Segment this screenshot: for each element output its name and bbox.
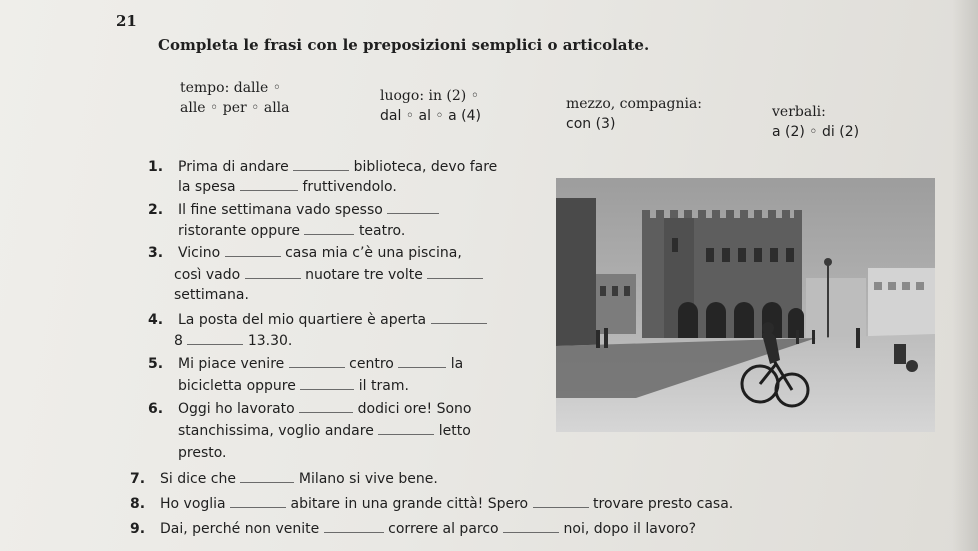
item-text: Milano si vive bene. [298, 471, 438, 487]
item-number: 9. [130, 521, 146, 537]
item-number: 8. [130, 496, 146, 512]
item-number: 3. [148, 245, 164, 261]
item-number: 2. [148, 202, 164, 218]
answer-blank[interactable] [289, 353, 345, 368]
answer-blank[interactable] [304, 220, 354, 235]
item-text: Si dice che [160, 471, 236, 487]
item-number: 6. [148, 401, 164, 417]
item-text: abitare in una grande città! Spero [290, 496, 529, 512]
item-2-line-2 [178, 220, 405, 242]
photo-piazza-cyclist [556, 178, 935, 432]
item-text: 13.30. [247, 333, 293, 349]
page-fold-shadow [952, 0, 978, 551]
item-6-line-3 [178, 443, 227, 464]
category-verbali [772, 102, 859, 142]
answer-blank[interactable] [245, 264, 301, 279]
item-text: settimana. [174, 287, 249, 303]
item-text: biblioteca, devo fare [353, 159, 498, 175]
item-text: fruttivendolo. [302, 179, 397, 195]
item-4-line-1 [148, 309, 487, 331]
answer-blank[interactable] [300, 375, 354, 390]
item-7 [130, 468, 438, 490]
item-text: noi, dopo il lavoro? [563, 521, 697, 537]
item-number: 4. [148, 312, 164, 328]
category-verbali-head: verbali: [772, 104, 826, 120]
item-text: Il fine settimana vado spesso [178, 202, 383, 218]
answer-blank[interactable] [431, 309, 487, 324]
answer-blank[interactable] [187, 330, 243, 345]
category-tempo-head: tempo: dalle ◦ [180, 80, 282, 96]
answer-blank[interactable] [230, 493, 286, 508]
item-text: centro [349, 356, 394, 372]
item-5-line-1 [148, 353, 463, 375]
item-text: il tram. [358, 378, 409, 394]
answer-blank[interactable] [533, 493, 589, 508]
photo-illustration [556, 178, 935, 432]
category-mezzo-head: mezzo, compagnia: [566, 96, 703, 112]
answer-blank[interactable] [299, 398, 353, 413]
item-text: trovare presto casa. [593, 496, 734, 512]
exercise-number: 21 [116, 12, 137, 30]
category-luogo-head: luogo: in (2) ◦ [380, 88, 479, 104]
item-text: ristorante oppure [178, 223, 301, 239]
exercise-title: Completa le frasi con le preposizioni semplici o articolate. [158, 36, 650, 54]
item-3-line-2 [174, 264, 483, 286]
item-1-line-1 [148, 156, 497, 178]
answer-blank[interactable] [398, 353, 446, 368]
answer-blank[interactable] [240, 176, 298, 191]
item-text: Vicino [178, 245, 221, 261]
item-text: Oggi ho lavorato [178, 401, 295, 417]
category-mezzo [566, 94, 702, 134]
category-tempo [180, 78, 290, 118]
item-text: nuotare tre volte [305, 267, 423, 283]
item-6-line-2 [178, 420, 471, 442]
category-luogo-list: dal ◦ al ◦ a (4) [380, 108, 482, 124]
item-6-line-1 [148, 398, 472, 420]
answer-blank[interactable] [240, 468, 294, 483]
answer-blank[interactable] [387, 199, 439, 214]
item-3-line-3 [174, 285, 249, 306]
answer-blank[interactable] [324, 518, 384, 533]
item-2-line-1 [148, 199, 439, 221]
item-text: presto. [178, 445, 227, 461]
category-mezzo-list: con (3) [566, 116, 616, 132]
item-1-line-2 [178, 176, 397, 198]
category-verbali-list: a (2) ◦ di (2) [772, 124, 860, 140]
item-text: la [450, 356, 464, 372]
item-text: bicicletta oppure [178, 378, 296, 394]
category-tempo-list: alle ◦ per ◦ alla [180, 100, 290, 116]
item-text: casa mia c’è una piscina, [285, 245, 462, 261]
item-text: Dai, perché non venite [160, 521, 320, 537]
item-text: correre al parco [388, 521, 499, 537]
category-luogo [380, 86, 481, 126]
item-text: teatro. [358, 223, 406, 239]
item-text: dodici ore! Sono [357, 401, 472, 417]
item-number: 5. [148, 356, 164, 372]
item-text: 8 [174, 333, 183, 349]
item-text: La posta del mio quartiere è aperta [178, 312, 427, 328]
answer-blank[interactable] [378, 420, 434, 435]
answer-blank[interactable] [293, 156, 349, 171]
item-text: la spesa [178, 179, 236, 195]
item-text: Prima di andare [178, 159, 289, 175]
item-text: così vado [174, 267, 241, 283]
answer-blank[interactable] [503, 518, 559, 533]
item-text: Ho voglia [160, 496, 226, 512]
item-number: 7. [130, 471, 146, 487]
answer-blank[interactable] [427, 264, 483, 279]
item-8 [130, 493, 733, 515]
item-text: stanchissima, voglio andare [178, 423, 374, 439]
item-3-line-1 [148, 242, 462, 264]
item-9 [130, 518, 696, 540]
item-number: 1. [148, 159, 164, 175]
item-text: letto [438, 423, 471, 439]
item-4-line-2 [174, 330, 292, 352]
item-5-line-2 [178, 375, 409, 397]
answer-blank[interactable] [225, 242, 281, 257]
item-text: Mi piace venire [178, 356, 285, 372]
